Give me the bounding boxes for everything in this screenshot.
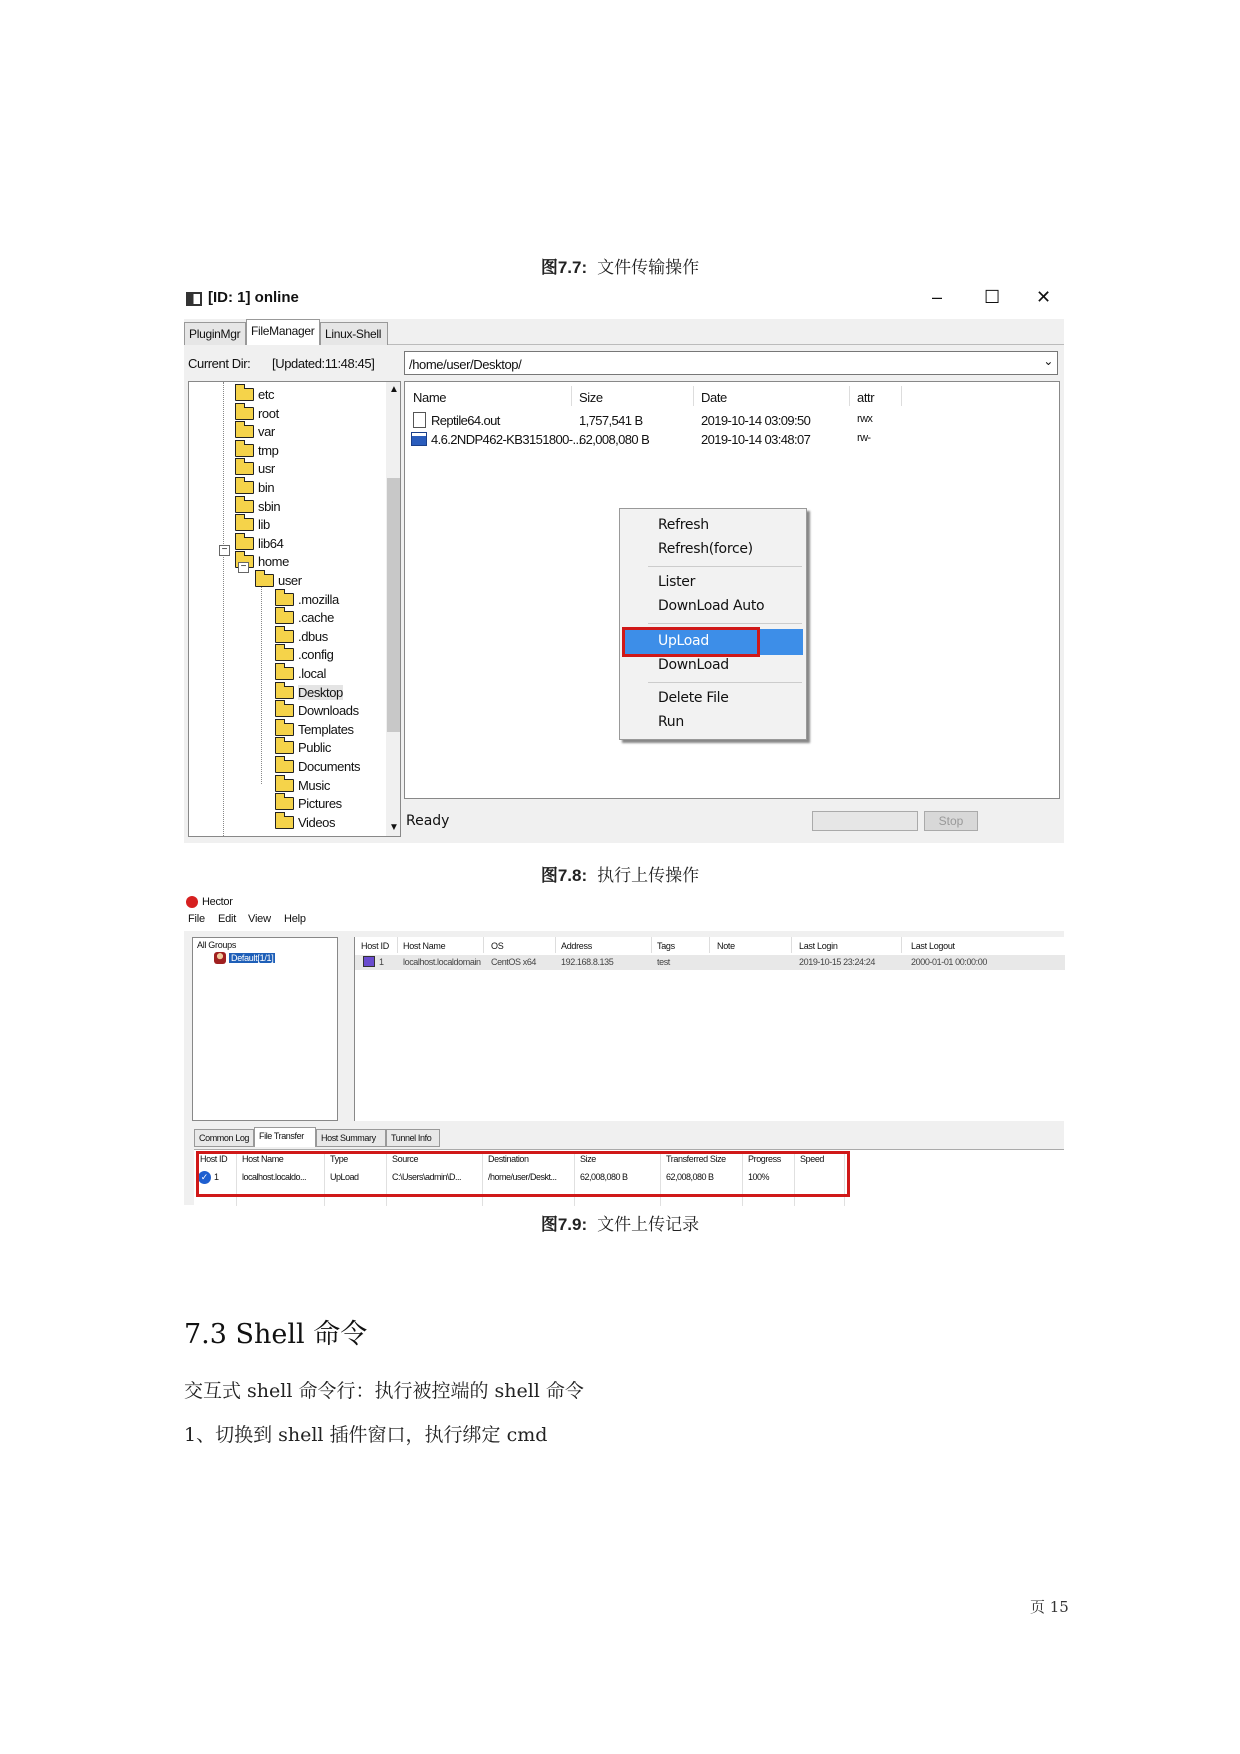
transfer-col-header[interactable]: Host Name <box>242 1154 284 1164</box>
menu-item-run[interactable]: Run <box>658 714 684 730</box>
maximize-button[interactable]: ☐ <box>984 287 1001 307</box>
folder-icon <box>235 407 254 420</box>
column-divider <box>849 386 850 406</box>
status-text: Ready <box>406 813 450 829</box>
folder-icon <box>275 630 294 643</box>
folder-icon <box>275 723 294 736</box>
hector-app-icon <box>186 896 198 908</box>
menu-separator <box>648 682 802 683</box>
window-titlebar <box>184 283 1064 319</box>
folder-icon <box>275 686 294 699</box>
caption-label: 图7.7: <box>540 258 588 277</box>
close-button[interactable]: ✕ <box>1036 287 1052 307</box>
tab-host-summary[interactable]: Host Summary <box>316 1129 386 1147</box>
tree-item-root[interactable] <box>235 405 279 423</box>
tree-item-var[interactable] <box>235 423 275 441</box>
host-col-header[interactable]: Host Name <box>403 941 446 951</box>
transfer-cell: 1 <box>214 1172 219 1182</box>
menu-item-delete-file[interactable]: Delete File <box>658 690 729 706</box>
tree-item-label: Music <box>298 777 330 793</box>
caption-text: 执行上传操作 <box>597 866 700 886</box>
folder-icon <box>235 388 254 401</box>
window-title: [ID: 1] online <box>208 289 299 306</box>
transfer-col-header[interactable]: Type <box>330 1154 348 1164</box>
tree-item-user[interactable] <box>255 572 302 590</box>
folder-icon <box>275 593 294 606</box>
tree-item-music[interactable] <box>275 777 330 795</box>
menu-view[interactable]: View <box>248 913 271 925</box>
host-col-header[interactable]: Address <box>561 941 592 951</box>
folder-icon <box>235 444 254 457</box>
directory-tree <box>188 381 401 837</box>
host-cell: localhost.localdomain <box>403 957 481 967</box>
tab-pluginmgr[interactable]: PluginMgr <box>184 322 246 345</box>
minimize-button[interactable]: – <box>932 287 943 307</box>
transfer-cell: 62,008,080 B <box>666 1172 714 1182</box>
context-menu <box>619 508 807 740</box>
menu-edit[interactable]: Edit <box>218 913 237 925</box>
host-col-header[interactable]: Note <box>717 941 735 951</box>
host-cell: 1 <box>379 957 384 967</box>
current-dir-label: Current Dir: <box>188 356 251 371</box>
column-divider <box>397 937 398 953</box>
transfer-col-header[interactable]: Speed <box>800 1154 825 1164</box>
file-date: 2019-10-14 03:09:50 <box>701 413 811 428</box>
tree-item-label: lib <box>258 517 270 533</box>
host-cell: 192.168.8.135 <box>561 957 614 967</box>
tree-item-dot-mozilla[interactable] <box>275 591 339 609</box>
file-date: 2019-10-14 03:48:07 <box>701 432 811 447</box>
figure-7-9-caption <box>0 1210 1240 1235</box>
tree-item-label: .local <box>298 666 326 681</box>
tree-item-sbin[interactable] <box>235 498 280 516</box>
caption-text: 文件上传记录 <box>597 1215 700 1235</box>
tree-item-label: .config <box>298 647 334 663</box>
transfer-col-header[interactable]: Host ID <box>200 1154 228 1164</box>
host-col-header[interactable]: OS <box>491 941 504 951</box>
window-icon <box>186 292 202 306</box>
column-header-size[interactable]: Size <box>579 390 603 405</box>
host-cell: CentOS x64 <box>491 957 537 967</box>
path-value: /home/user/Desktop/ <box>409 357 522 372</box>
host-col-header[interactable]: Host ID <box>361 941 389 951</box>
folder-icon <box>235 462 254 475</box>
tree-item-lib64[interactable] <box>235 535 283 553</box>
figure-7-7-caption <box>0 253 1240 278</box>
tree-item-desktop[interactable] <box>275 684 343 702</box>
tree-item-pictures[interactable] <box>275 795 342 813</box>
tree-item-bin[interactable] <box>235 479 274 497</box>
host-icon <box>363 956 375 967</box>
check-icon: ✓ <box>198 1171 211 1184</box>
file-attr: rw- <box>857 432 871 444</box>
group-tree <box>192 937 338 1121</box>
file-name[interactable]: Reptile64.out <box>431 413 500 428</box>
tree-guide <box>223 382 224 837</box>
tree-item-label: user <box>278 573 302 588</box>
folder-icon <box>275 611 294 624</box>
folder-icon <box>275 779 294 792</box>
transfer-col-header[interactable]: Size <box>580 1154 596 1164</box>
exe-icon <box>411 432 427 446</box>
hector-title: Hector <box>202 896 233 908</box>
folder-icon <box>275 760 294 773</box>
host-cell: 2019-10-15 23:24:24 <box>799 957 875 967</box>
chevron-down-icon[interactable]: ⌄ <box>1043 354 1053 368</box>
paragraph: 交互式 shell 命令行：执行被控端的 shell 命令 <box>184 1380 584 1402</box>
tree-item-videos[interactable] <box>275 814 335 832</box>
transfer-cell: 100% <box>748 1172 770 1182</box>
tree-item-label: Documents <box>298 759 361 774</box>
tree-item-label: bin <box>258 480 275 495</box>
host-col-header[interactable]: Last Logout <box>911 941 955 951</box>
file-attr: rwx <box>857 413 873 425</box>
menu-item-refresh[interactable]: Refresh <box>658 517 709 533</box>
plugin-tabs <box>184 319 1064 345</box>
transfer-cell: 62,008,080 B <box>580 1172 628 1182</box>
file-name[interactable]: 4.6.2NDP462-KB3151800-... <box>431 432 582 447</box>
column-divider <box>483 937 484 953</box>
folder-icon <box>235 481 254 494</box>
tree-item-lib[interactable] <box>235 516 270 534</box>
column-divider <box>693 386 694 406</box>
tree-item-dot-dbus[interactable] <box>275 628 328 646</box>
folder-icon <box>275 667 294 680</box>
column-header-date[interactable]: Date <box>701 390 727 405</box>
tree-item-label: .mozilla <box>298 591 339 607</box>
tree-item-label: tmp <box>258 442 279 458</box>
folder-icon <box>235 537 254 550</box>
menu-separator <box>648 566 802 567</box>
tree-item-label: home <box>258 554 289 570</box>
folder-icon <box>235 500 254 513</box>
column-header-name[interactable]: Name <box>413 390 447 405</box>
menu-separator <box>648 623 802 624</box>
column-header-attr[interactable]: attr <box>857 390 875 405</box>
transfer-col-header[interactable]: Destination <box>488 1154 529 1164</box>
tree-item-label: Public <box>298 740 332 756</box>
tree-item-label: etc <box>258 387 275 402</box>
tree-item-label: root <box>258 405 279 421</box>
tab-linux-shell[interactable]: Linux-Shell <box>320 322 388 345</box>
transfer-col-header[interactable]: Transferred Size <box>666 1154 726 1164</box>
directory-bar <box>184 351 1064 377</box>
host-col-header[interactable]: Tags <box>657 941 675 951</box>
tree-item-label: sbin <box>258 498 281 514</box>
folder-icon <box>275 797 294 810</box>
column-divider <box>791 937 792 953</box>
menu-item-upload[interactable]: UpLoad <box>658 633 709 649</box>
tree-item-label: Desktop <box>298 684 343 700</box>
tree-item-tmp[interactable] <box>235 442 278 460</box>
file-manager-window <box>184 283 1064 843</box>
scrollbar-thumb[interactable] <box>387 478 400 732</box>
page-number: 页 15 <box>1030 1598 1069 1616</box>
column-divider <box>571 386 572 406</box>
host-table <box>354 937 1064 1121</box>
folder-icon <box>275 704 294 717</box>
collapse-icon[interactable]: − <box>219 545 230 556</box>
stop-button[interactable]: Stop <box>924 811 978 831</box>
section-heading: 7.3 Shell 命令 <box>184 1319 368 1350</box>
group-default[interactable]: Default[1/1] <box>231 953 274 963</box>
scroll-up-icon[interactable]: ▲ <box>389 384 399 395</box>
transfer-col-header[interactable]: Source <box>392 1154 419 1164</box>
tree-item-documents[interactable] <box>275 758 360 776</box>
caption-text: 文件传输操作 <box>597 258 700 278</box>
folder-icon <box>255 574 274 587</box>
collapse-icon[interactable]: − <box>238 562 249 573</box>
host-cell: test <box>657 957 670 967</box>
menu-item-lister[interactable]: Lister <box>658 574 696 590</box>
file-icon <box>413 412 426 428</box>
tree-item-templates[interactable] <box>275 721 354 739</box>
caption-label: 图7.9: <box>540 1215 588 1234</box>
host-cell: 2000-01-01 00:00:00 <box>911 957 987 967</box>
tab-file-transfer[interactable]: File Transfer <box>254 1127 316 1147</box>
column-divider <box>651 937 652 953</box>
tree-item-label: Pictures <box>298 796 342 812</box>
figure-7-8-caption <box>0 861 1240 886</box>
path-combobox[interactable] <box>404 351 1058 375</box>
column-divider <box>901 386 902 406</box>
column-divider <box>901 937 902 953</box>
tab-filemanager[interactable]: FileManager <box>246 319 320 345</box>
transfer-cell: C:\Users\admin\D... <box>392 1172 462 1182</box>
tree-guide <box>261 570 262 784</box>
tab-common-log[interactable]: Common Log <box>194 1129 254 1147</box>
group-root[interactable]: All Groups <box>197 940 237 950</box>
progress-bar <box>812 811 918 831</box>
menu-item-download[interactable]: DownLoad <box>658 657 729 673</box>
hector-window <box>184 893 1064 1205</box>
tree-item-dot-local[interactable] <box>275 665 326 683</box>
folder-icon <box>275 648 294 661</box>
transfer-cell: localhost.localdo... <box>242 1172 307 1182</box>
scroll-down-icon[interactable]: ▼ <box>389 822 399 833</box>
tree-item-label: lib64 <box>258 535 284 551</box>
tree-item-label: Downloads <box>298 703 359 719</box>
tree-item-public[interactable] <box>275 739 331 757</box>
file-size: 62,008,080 B <box>579 432 650 447</box>
paragraph: 1、切换到 shell 插件窗口，执行绑定 cmd <box>184 1424 548 1446</box>
updated-label: [Updated:11:48:45] <box>272 356 375 371</box>
user-group-icon <box>214 952 226 964</box>
host-col-header[interactable]: Last Login <box>799 941 838 951</box>
transfer-table <box>194 1149 1064 1205</box>
tree-item-label: usr <box>258 461 275 477</box>
column-divider <box>555 937 556 953</box>
menu-item-download-auto[interactable]: DownLoad Auto <box>658 598 765 614</box>
caption-label: 图7.8: <box>540 866 588 885</box>
hector-titlebar <box>184 893 1064 931</box>
transfer-col-header[interactable]: Progress <box>748 1154 781 1164</box>
menu-item-refresh-force[interactable]: Refresh(force) <box>658 541 753 557</box>
folder-icon <box>235 518 254 531</box>
transfer-cell: /home/user/Deskt... <box>488 1172 557 1182</box>
menu-file[interactable]: File <box>188 913 205 925</box>
menu-help[interactable]: Help <box>284 913 306 925</box>
tree-item-dot-cache[interactable] <box>275 609 334 627</box>
highlight-box <box>622 627 760 657</box>
tree-scrollbar[interactable] <box>386 382 401 836</box>
tab-tunnel-info[interactable]: Tunnel Info <box>386 1129 440 1147</box>
status-bar <box>404 807 1060 837</box>
folder-icon <box>235 425 254 438</box>
highlight-box <box>196 1151 850 1197</box>
transfer-cell: UpLoad <box>330 1172 359 1182</box>
tree-item-usr[interactable] <box>235 460 275 478</box>
file-size: 1,757,541 B <box>579 413 643 428</box>
tree-item-downloads[interactable] <box>275 702 359 720</box>
tree-item-label: Templates <box>298 721 354 737</box>
tree-item-label: var <box>258 424 275 440</box>
column-divider <box>709 937 710 953</box>
tree-item-label: Videos <box>298 814 336 830</box>
tree-item-label: .dbus <box>298 628 328 644</box>
tree-item-etc[interactable] <box>235 386 274 404</box>
folder-icon <box>275 741 294 754</box>
tree-item-label: .cache <box>298 610 334 626</box>
tree-item-dot-config[interactable] <box>275 646 334 664</box>
folder-icon <box>275 816 294 829</box>
